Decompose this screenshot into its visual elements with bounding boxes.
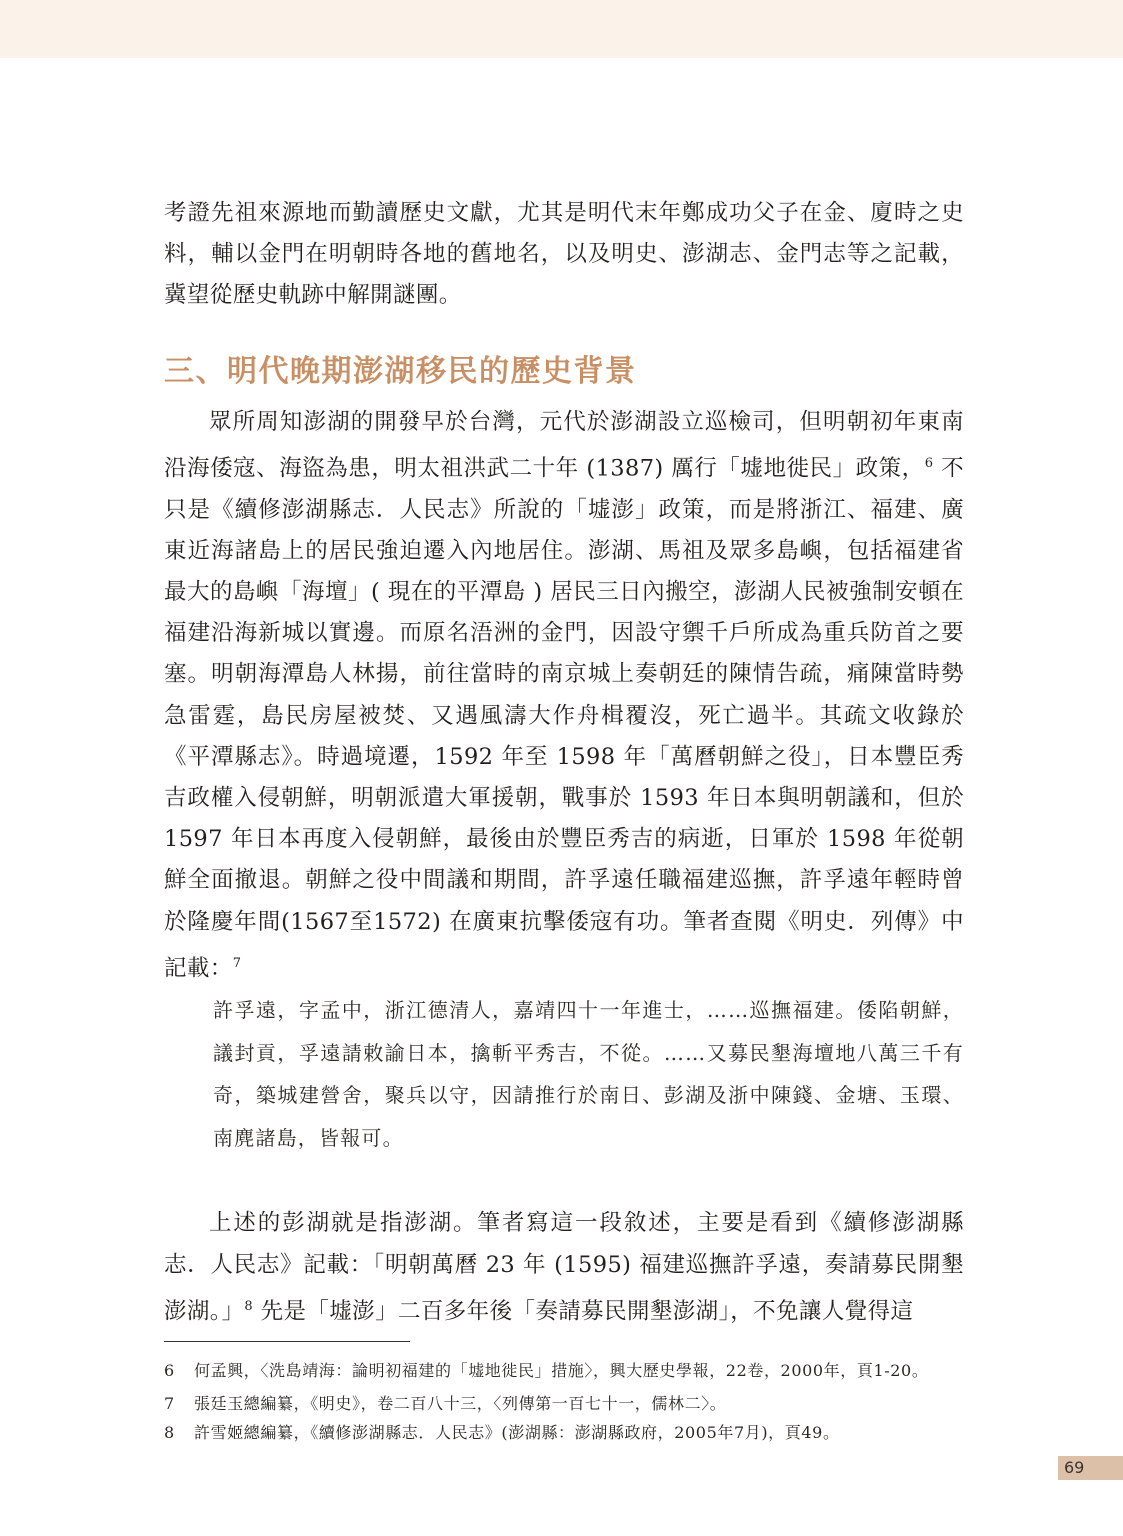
after-paragraph-part2: 先是「墟澎」二百多年後「奏請募民開墾澎湖」，不免讓人覺得這: [253, 1298, 914, 1325]
footnote-7: [164, 1389, 964, 1418]
page-content: [164, 193, 964, 1447]
block-quote: 許孚遠，字孟中，浙江德清人，嘉靖四十一年進士，……巡撫福建。倭陷朝鮮，議封貢，孚遠請敕諭日本，擒斬平秀吉，不從。……又募民墾海壇地八萬三千有奇，築城建營舍，聚兵以守，因請推行於南日、彭湖及浙中陳錢、金塘、玉環、南麂諸島，皆報可。: [213, 998, 964, 1150]
section-heading: 三、明代晚期澎湖移民的歷史背景: [164, 353, 637, 389]
footnote-number: 8: [164, 1422, 175, 1442]
footnote-number: 6: [164, 1360, 175, 1380]
intro-paragraph: 考證先祖來源地而勤讀歷史文獻，尤其是明代末年鄭成功父子在金、廈時之史料，輔以金門在明朝時各地的舊地名，以及明史、澎湖志、金門志等之記載，冀望從歷史軌跡中解開謎團。: [164, 200, 964, 309]
page-number: 69: [1058, 1456, 1123, 1480]
footnote-ref-6[interactable]: 6: [924, 455, 934, 471]
footnote-divider: [164, 1341, 410, 1342]
main-paragraph: [164, 402, 964, 990]
footnote-text: 許雪姬總編纂，《續修澎湖縣志．人民志》(澎湖縣：澎湖縣政府，2005年7月)，頁49。: [194, 1422, 840, 1442]
footnote-text: 張廷玉總編纂，《明史》，卷二百八十三，〈列傳第一百七十一，儒林二〉。: [194, 1393, 727, 1413]
after-quote-paragraph: [164, 1203, 964, 1332]
footnote-8: [164, 1418, 964, 1447]
footnote-ref-8[interactable]: 8: [244, 1298, 254, 1314]
main-paragraph-part2: 不只是《續修澎湖縣志．人民志》所說的「墟澎」政策，而是將浙江、福建、廣東近海諸島上的居民強迫遷入內地居住。澎湖、馬祖及眾多島嶼，包括福建省最大的島嶼「海壇」( 現在的平潭島 ) 居民三日內搬空，澎湖人民被強制安頓在福建沿海新城以實邊。而原名浯洲的金門，因設守禦千戶所成為重兵防首之要塞。明朝海潭島人林揚，前往當時的南京城上奏朝廷的陳情告疏，痛陳當時勢急雷霆，島民房屋被焚、又遇風濤大作舟楫覆沒，死亡過半。其疏文收錄於《平潭縣志》。時過境遷，1592 年至 1598 年「萬曆朝鮮之役」，日本豐臣秀吉政權入侵朝鮮，明朝派遣大軍援朝，戰事於 1593 年日本與明朝議和，但於 1597 年日本再度入侵朝鮮，最後由於豐臣秀吉的病逝，日軍於 1598 年從朝鮮全面撤退。朝鮮之役中間議和期間，許孚遠任職福建巡撫，許孚遠年輕時曾於隆慶年間(1567至1572) 在廣東抗擊倭寇有功。筆者查閱《明史．列傳》中記載：: [164, 455, 964, 982]
footnote-ref-7[interactable]: 7: [232, 955, 242, 971]
header-band: [0, 0, 1123, 58]
main-paragraph-part1: 眾所周知澎湖的開發早於台灣，元代於澎湖設立巡檢司，但明朝初年東南沿海倭寇、海盜為患，明太祖洪武二十年 (1387) 厲行「墟地徙民」政策，: [164, 408, 964, 482]
footnote-6: [164, 1356, 964, 1385]
after-paragraph-part1: 上述的彭湖就是指澎湖。筆者寫這一段敘述，主要是看到《續修澎湖縣志．人民志》記載：「明朝萬曆 23 年 (1595) 福建巡撫許孚遠，奏請募民開墾澎湖。」: [164, 1210, 964, 1325]
footnote-number: 7: [164, 1393, 175, 1413]
footnote-text: 何孟興，〈洗島靖海：論明初福建的「墟地徙民」措施〉，興大歷史學報，22卷，2000年，頁1-20。: [194, 1360, 929, 1380]
